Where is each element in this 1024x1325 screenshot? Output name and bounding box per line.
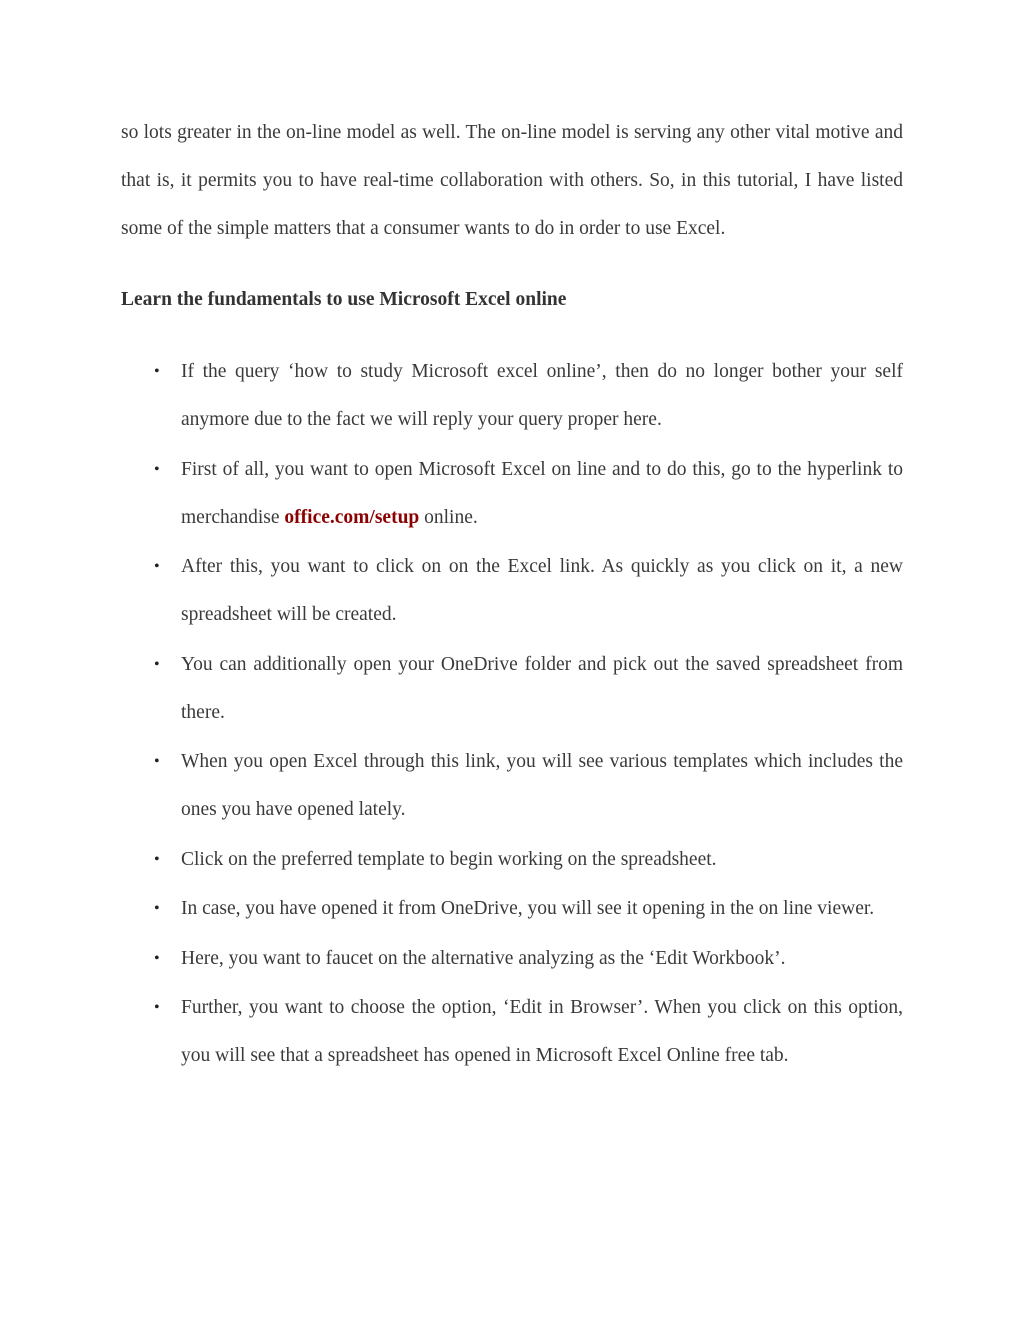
list-item bbox=[121, 984, 903, 1080]
document-page bbox=[121, 109, 903, 1082]
bullet-icon: • bbox=[154, 949, 160, 967]
list-item-text: Further, you want to choose the option, ‘Edit in Browser’. When you click on this option, you will see that a spreadsheet has opened in Microsoft Excel Online free tab. bbox=[181, 997, 903, 1066]
list-item bbox=[121, 446, 903, 542]
bullet-icon: • bbox=[154, 850, 160, 868]
list-item bbox=[121, 885, 903, 933]
section-heading: Learn the fundamentals to use Microsoft Excel online bbox=[121, 289, 567, 310]
bullet-list bbox=[121, 348, 903, 1080]
bullet-icon: • bbox=[154, 655, 160, 673]
list-item-text: Click on the preferred template to begin working on the spreadsheet. bbox=[181, 848, 717, 870]
bullet-icon: • bbox=[154, 558, 160, 575]
list-item-text: online. bbox=[419, 506, 478, 528]
list-item-text: When you open Excel through this link, you will see various templates which includes the ones you have opened lately. bbox=[181, 751, 903, 820]
bullet-icon: • bbox=[154, 363, 160, 380]
list-item bbox=[121, 935, 903, 983]
bullet-icon: • bbox=[154, 753, 160, 770]
list-item-text: In case, you have opened it from OneDrive, you will see it opening in the on line viewer. bbox=[181, 898, 875, 919]
list-item bbox=[121, 738, 903, 834]
list-item-text: Here, you want to faucet on the alternative analyzing as the ‘Edit Workbook’. bbox=[181, 947, 786, 969]
list-item-text: If the query ‘how to study Microsoft excel online’, then do no longer bother your self anymore due to the fact we will reply your query proper here. bbox=[181, 361, 903, 430]
list-item bbox=[121, 348, 903, 444]
bullet-icon: • bbox=[154, 900, 160, 917]
list-item bbox=[121, 836, 903, 884]
list-item-text: After this, you want to click on on the Excel link. As quickly as you click on it, a new spreadsheet will be created. bbox=[181, 556, 903, 625]
list-item bbox=[121, 641, 903, 737]
bullet-icon: • bbox=[154, 999, 160, 1016]
list-item-text: You can additionally open your OneDrive folder and pick out the saved spreadsheet from there. bbox=[181, 653, 903, 723]
intro-paragraph: so lots greater in the on-line model as well. The on-line model is serving any other vital motive and that is, it permits you to have real-time collaboration with others. So, in this tutorial, I have listed some of the simple matters that a consumer wants to do in order to use Excel. bbox=[121, 122, 903, 239]
list-item-text: First of all, you want to open Microsoft Excel on line and to do this, go to the hyperlink to merchandise bbox=[181, 458, 903, 528]
setup-link[interactable]: office.com/setup bbox=[284, 506, 420, 528]
list-item bbox=[121, 543, 903, 639]
bullet-icon: • bbox=[154, 460, 160, 478]
